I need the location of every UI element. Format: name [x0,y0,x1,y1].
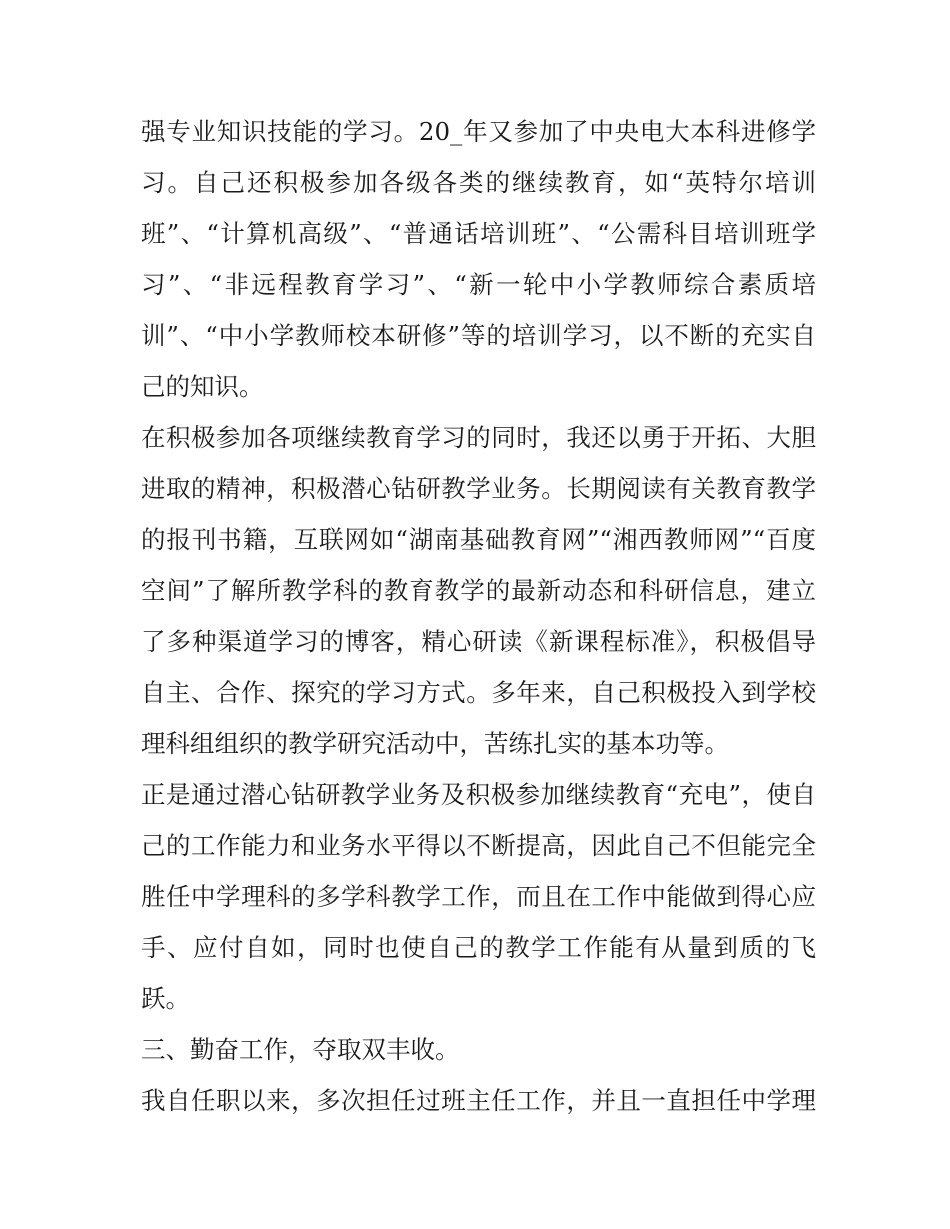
text-line: 的报刊书籍，互联网如“湖南基础教育网”“湘西教师网”“百度 [141,525,816,554]
text-line: 空间”了解所教学科的教育教学的最新动态和科研信息，建立 [141,576,816,605]
section-heading: 三、勤奋工作，夺取双丰收。 [141,1035,460,1064]
text-line: 班”、“计算机高级”、“普通话培训班”、“公需科目培训班学 [141,219,816,248]
text-line: 习”、“非远程教育学习”、“新一轮中小学教师综合素质培 [141,270,816,299]
text-line: 胜任中学理科的多学科教学工作，而且在工作中能做到得心应 [141,882,816,911]
text-line: 理科组组织的教学研究活动中，苦练扎实的基本功等。 [141,729,729,758]
text-line: 训”、“中小学教师校本研修”等的培训学习，以不断的充实自 [141,321,816,350]
text-line: 在积极参加各项继续教育学习的同时，我还以勇于开拓、大胆 [141,423,816,452]
text-line: 强专业知识技能的学习。20_年又参加了中央电大本科进修学 [141,117,816,146]
text-line: 己的知识。 [141,372,264,401]
text-line: 我自任职以来，多次担任过班主任工作，并且一直担任中学理 [141,1086,816,1115]
text-line: 己的工作能力和业务水平得以不断提高，因此自己不但能完全 [141,831,816,860]
text-line: 了多种渠道学习的博客，精心研读《新课程标准》，积极倡导 [141,627,816,656]
text-line: 手、应付自如，同时也使自己的教学工作能有从量到质的飞 [141,933,816,962]
text-line: 习。自己还积极参加各级各类的继续教育，如“英特尔培训 [141,168,816,197]
text-line: 进取的精神，积极潜心钻研教学业务。长期阅读有关教育教学 [141,474,816,503]
text-line: 自主、合作、探究的学习方式。多年来，自己积极投入到学校 [141,678,816,707]
text-line: 正是通过潜心钻研教学业务及积极参加继续教育“充电”，使自 [141,780,816,809]
text-line: 跃。 [141,984,190,1013]
body-text [141,106,816,1126]
